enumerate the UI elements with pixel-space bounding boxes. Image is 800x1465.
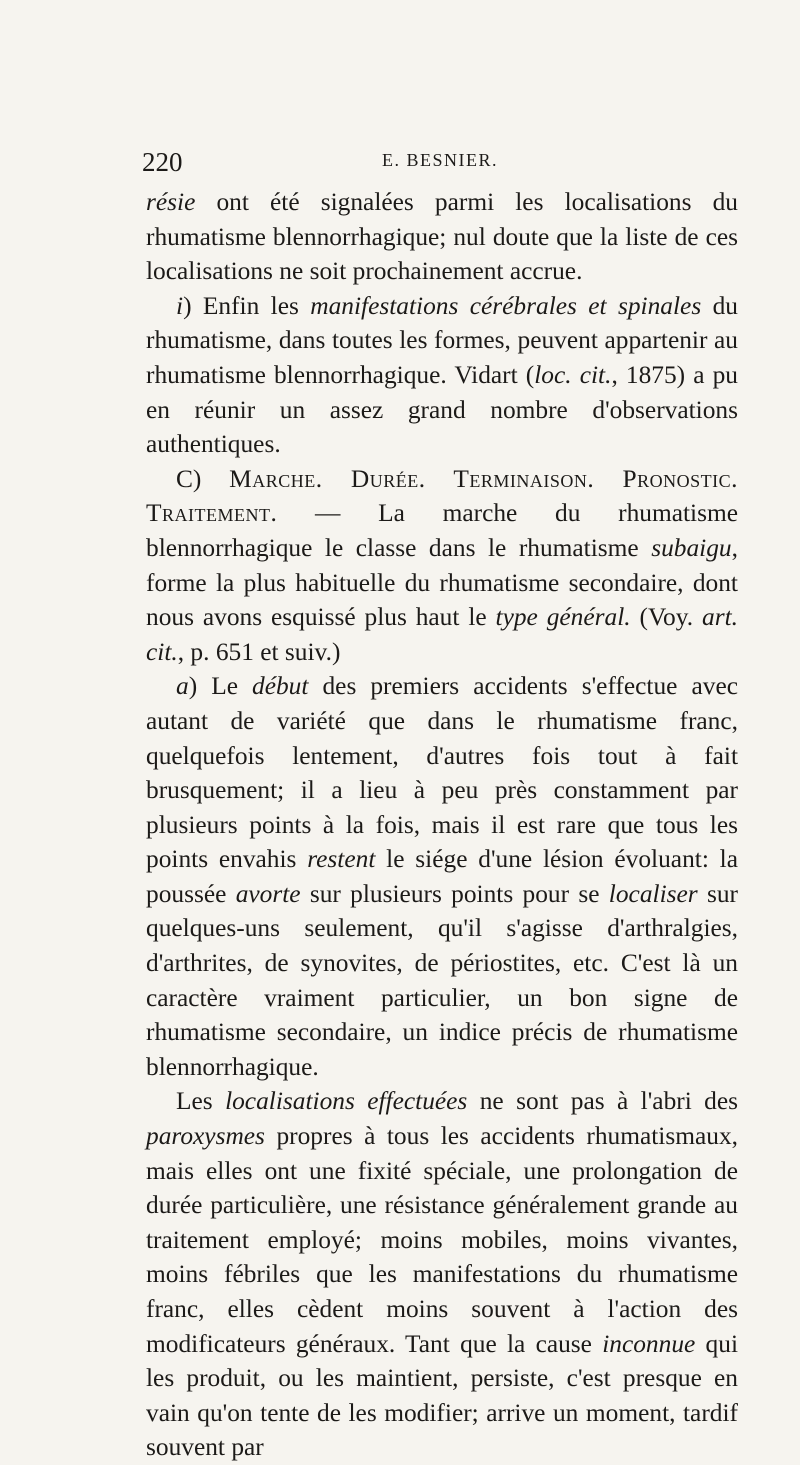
italic-text: restent <box>307 845 376 874</box>
paragraph <box>146 185 738 289</box>
text-run: des premiers accidents s'effectue avec autant de variété que dans le rhumatisme franc, quelquefois lentement, d'autres fois tout à fait brusquement; il a lieu à peu près constamment par plusieurs points à la fois, mais il est rare que tous les points envahis <box>146 672 738 874</box>
paragraph <box>146 289 738 462</box>
section-heading: Marche. Durée. Terminaison. Pronostic. Traitement. <box>146 464 738 528</box>
italic-text: manifestations cérébrales et spinales <box>310 291 702 320</box>
italic-text: avorte <box>235 879 301 908</box>
text-run: ont été signalées parmi les localisations du rhumatisme blennorrhagique; nul doute que la liste de ces localisations ne soit prochainement accrue. <box>146 188 738 286</box>
text-run: du rhumatisme, dans toutes les formes, peuvent appartenir au rhumatisme blennorrhagique. Vidart ( <box>146 291 738 389</box>
text-run: qui les produit, ou les maintient, persiste, c'est presque en vain qu'on tente de les modifier; arrive un moment, tardif souvent par <box>146 1329 739 1462</box>
paragraph <box>146 669 738 1084</box>
text-run: (Voy. <box>630 603 703 632</box>
text-run: , p. 651 et suiv.) <box>177 637 341 666</box>
italic-text: paroxysmes <box>146 1122 265 1151</box>
text-run: Les <box>176 1087 226 1116</box>
italic-text: début <box>252 672 309 701</box>
text-run: sur plusieurs points pour se <box>300 879 609 908</box>
paragraph <box>146 1084 738 1465</box>
running-head: E. BESNIER. <box>381 150 498 170</box>
italic-text: loc. cit. <box>534 360 612 389</box>
italic-text: localiser <box>608 879 698 908</box>
text-run: , forme la plus habituelle du rhumatisme secondaire, dont nous avons esquissé plus haut le <box>146 533 738 632</box>
text-run: C) <box>176 464 230 493</box>
text-run: ne sont pas à l'abri des <box>467 1087 739 1116</box>
section-heading-paragraph <box>146 462 738 670</box>
text-run: sur quelques-uns seulement, qu'il s'agisse d'arthralgies, d'arthrites, de synovites, de périostites, etc. C'est là un caractère vraiment particulier, un bon signe de rhumatisme secondaire, un indice précis de rhumatisme blennorrhagique. <box>146 879 738 1081</box>
italic-text: subaigu <box>651 533 732 562</box>
page-header <box>142 147 738 177</box>
italic-text: a <box>176 672 189 701</box>
text-run: ) Le <box>188 672 253 701</box>
italic-text: inconnue <box>602 1329 696 1358</box>
page-number: 220 <box>142 147 183 177</box>
italic-text: localisations effectuées <box>225 1087 468 1116</box>
text-run: , 1875) a pu en réunir un assez grand nombre d'observations authentiques. <box>146 360 738 459</box>
text-run: — La marche du rhumatisme blennorrhagique le classe dans le rhumatisme <box>146 499 738 562</box>
text-run: propres à tous les accidents rhumatismaux, mais elles ont une fixité spéciale, une prolongation de durée particulière, une résistance généralement grande au traitement employé; moins mobiles, moins vivantes, moins fébriles que les manifestations du rhumatisme franc, elles cèdent moins souvent à l'action des modificateurs généraux. Tant que la cause <box>146 1122 738 1358</box>
text-run: ) Enfin les <box>183 291 311 320</box>
italic-text: i <box>176 291 184 320</box>
italic-text: résie <box>146 188 196 216</box>
italic-text: art. cit. <box>146 603 738 666</box>
body-text <box>146 185 738 1465</box>
italic-text: type général. <box>495 603 631 632</box>
text-run: le siége d'une lésion évoluant: la poussée <box>146 845 738 908</box>
